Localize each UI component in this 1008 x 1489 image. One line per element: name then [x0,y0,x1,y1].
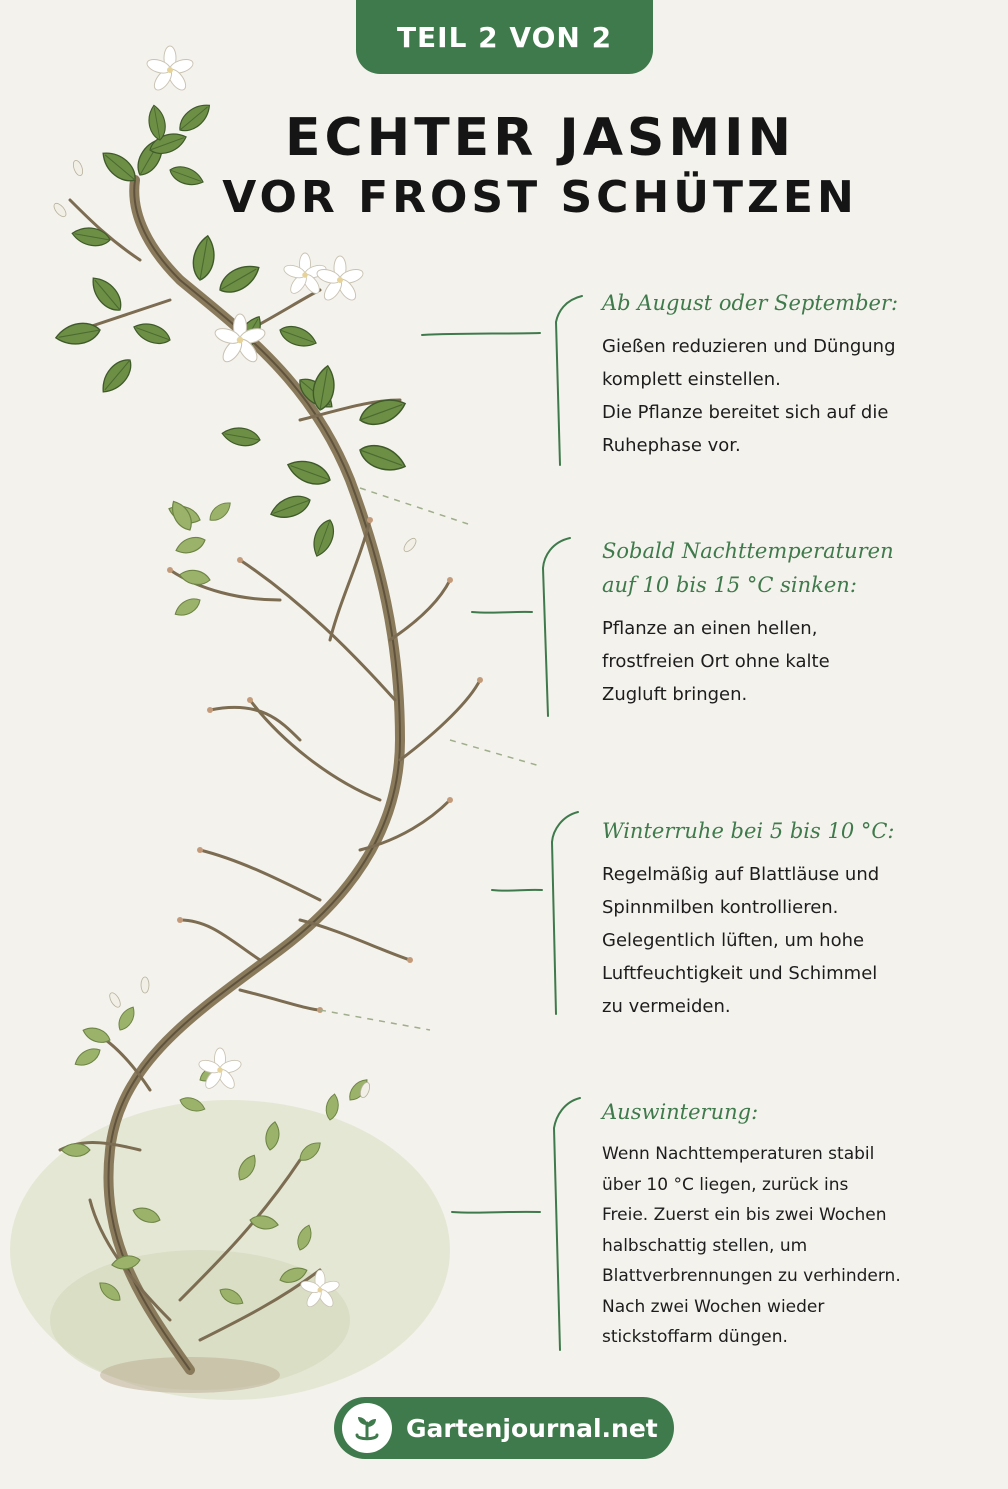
step-text-line: Pflanze an einen hellen, [602,618,818,639]
step-text-line: Blattverbrennungen zu verhindern. [602,1266,901,1286]
step-text-line: Gießen reduzieren und Düngung [602,336,896,357]
sprout-icon [342,1403,392,1453]
step-text-line: Zugluft bringen. [602,684,748,705]
step-text-line: Wenn Nachttemperaturen stabil [602,1144,875,1164]
step-text-line: zu vermeiden. [602,996,731,1017]
step-text-line: frostfreien Ort ohne kalte [602,651,830,672]
step-night-temperatures [602,534,922,711]
step-heading-line: Ab August oder September: [602,291,899,315]
step-heading [602,534,922,602]
step-heading [602,1095,922,1129]
step-text-line: Nach zwei Wochen wieder [602,1296,825,1317]
step-text-line: Spinnmilben kontrollieren. [602,897,839,918]
page-title-line-2: VOR FROST SCHÜTZEN [222,172,858,223]
step-heading-line: auf 10 bis 15 °C sinken: [602,573,857,597]
step-heading-line: Auswinterung: [602,1100,759,1124]
site-badge[interactable] [334,1397,674,1459]
step-winter-rest [602,814,922,1023]
step-text-line: halbschattig stellen, um [602,1235,808,1256]
part-badge-text: TEIL 2 VON 2 [396,20,613,54]
step-text-line: Freie. Zuerst ein bis zwei Wochen [602,1205,887,1225]
step-august-september [602,286,922,462]
step-auswinterung [602,1095,922,1353]
step-text-line: Luftfeuchtigkeit und Schimmel [602,963,878,984]
step-heading [602,286,922,320]
page-title-line-1: ECHTER JASMIN [285,108,795,168]
step-text-line: Ruhephase vor. [602,435,741,456]
site-name: Gartenjournal.net [406,1413,658,1443]
step-text-line: stickstoffarm düngen. [602,1327,788,1347]
step-heading-line: Winterruhe bei 5 bis 10 °C: [602,819,895,843]
step-text-line: über 10 °C liegen, zurück ins [602,1174,849,1195]
step-text-line: komplett einstellen. [602,369,781,390]
step-heading-line: Sobald Nachttemperaturen [602,539,894,563]
step-text-line: Gelegentlich lüften, um hohe [602,930,865,951]
step-text-line: Regelmäßig auf Blattläuse und [602,864,880,885]
step-text-line: Die Pflanze bereitet sich auf die [602,402,889,423]
step-heading [602,814,922,848]
